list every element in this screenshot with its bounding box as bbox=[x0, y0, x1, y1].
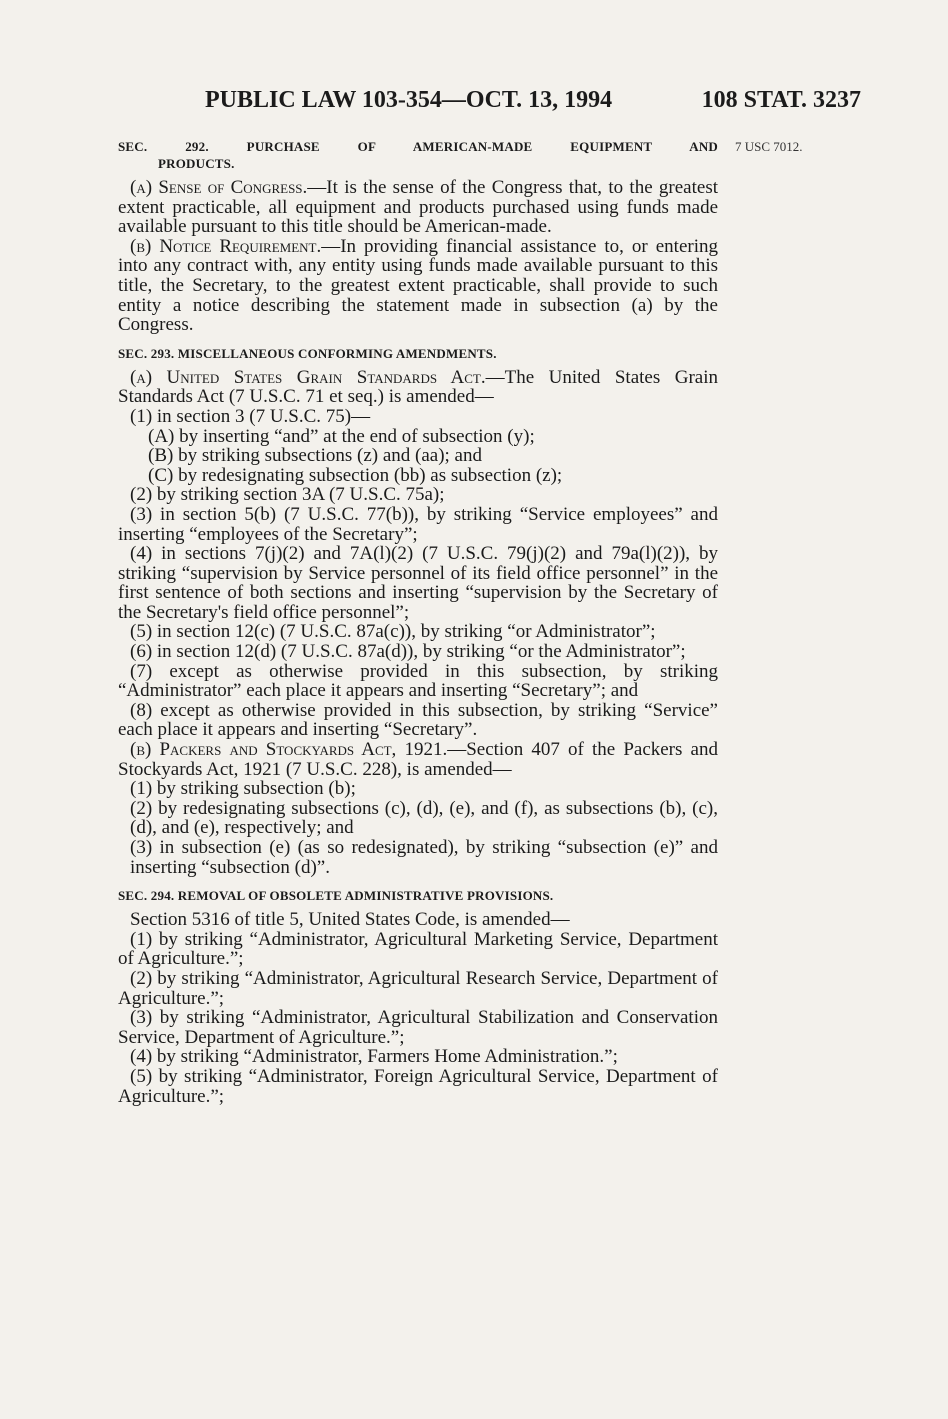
section-292-subsection-b bbox=[118, 237, 718, 335]
paragraph-item: (1) by striking “Administrator, Agricultural Marketing Service, Department of Agriculture.”; bbox=[118, 928, 718, 970]
subsection-text: —Section 407 of the Packers and Stockyards Act, 1921 (7 U.S.C. 228), is amended— bbox=[118, 739, 718, 780]
paragraph-item: (4) by striking “Administrator, Farmers Home Administration.”; bbox=[130, 1046, 618, 1068]
subparagraph-item: (C) by redesignating subsection (bb) as subsection (z); bbox=[148, 464, 563, 486]
subsection-caption: (a) Sense of Congress. bbox=[130, 177, 308, 198]
paragraph-item: (4) in sections 7(j)(2) and 7A(l)(2) (7 U.S.C. 79(j)(2) and 79a(l)(2)), by striking “supervision by Service personnel of its field office personnel” in the first sentence of both sections and inserting “supervision by the Secretary of the Secretary's field office personnel”; bbox=[118, 543, 718, 623]
section-292-heading-cont: PRODUCTS. bbox=[158, 156, 235, 171]
body-text bbox=[118, 138, 718, 1106]
section-294-heading: SEC. 294. REMOVAL OF OBSOLETE ADMINISTRATIVE PROVISIONS. bbox=[118, 888, 554, 904]
margin-note-usc: 7 USC 7012. bbox=[735, 139, 803, 154]
section-293-subsection-a bbox=[118, 368, 718, 407]
section-292-subsection-a bbox=[118, 178, 718, 237]
public-law-citation: PUBLIC LAW 103-354—OCT. 13, 1994 bbox=[205, 87, 613, 113]
paragraph-item: (3) in subsection (e) (as so redesignated), by striking “subsection (e)” and inserting “subsection (d)”. bbox=[130, 837, 718, 878]
section-294-intro: Section 5316 of title 5, United States Code, is amended— bbox=[130, 909, 570, 931]
section-294 bbox=[118, 887, 718, 1106]
section-292 bbox=[118, 138, 718, 335]
section-293-subsection-b bbox=[118, 740, 718, 779]
subparagraph-item: (A) by inserting “and” at the end of subsection (y); bbox=[148, 425, 535, 447]
paragraph-item: (6) in section 12(d) (7 U.S.C. 87a(d)), by striking “or the Administrator”; bbox=[130, 641, 686, 663]
subsection-text: —It is the sense of the Congress that, to the greatest extent practicable, all equipment and products purchased using funds made available pursuant to this title should be American-made. bbox=[118, 177, 719, 238]
subsection-caption: (b) Packers and Stockyards Act, 1921. bbox=[130, 739, 448, 761]
paragraph-item: (3) in section 5(b) (7 U.S.C. 77(b)), by striking “Service employees” and inserting “employees of the Secretary”; bbox=[118, 503, 718, 545]
paragraph-item: (2) by redesignating subsections (c), (d), (e), and (f), as subsections (b), (c), (d), and (e), respectively; and bbox=[130, 797, 718, 839]
paragraph-item: (5) in section 12(c) (7 U.S.C. 87a(c)), by striking “or Administrator”; bbox=[130, 621, 656, 643]
section-292-heading: SEC. 292. PURCHASE OF AMERICAN-MADE EQUIPMENT AND bbox=[118, 139, 718, 154]
paragraph-item: (7) except as otherwise provided in this subsection, by striking “Administrator” each place it appears and inserting “Secretary”; and bbox=[118, 660, 718, 702]
subsection-caption: (b) Notice Requirement. bbox=[130, 235, 322, 257]
paragraph-item: (2) by striking “Administrator, Agricultural Research Service, Department of Agriculture.”; bbox=[118, 967, 718, 1009]
statute-page-number: 108 STAT. 3237 bbox=[701, 87, 861, 113]
paragraph-item: (2) by striking section 3A (7 U.S.C. 75a); bbox=[130, 484, 445, 506]
subsection-text: —In providing financial assistance to, or entering into any contract with, any entity using funds made available pursuant to this title, the Secretary, to the greatest extent practicable, shall provide to such entity a notice describing the statement made in subsection (a) by the Congress. bbox=[118, 235, 718, 336]
subparagraph-item: (B) by striking subsections (z) and (aa); and bbox=[148, 445, 482, 467]
paragraph-item: (5) by striking “Administrator, Foreign Agricultural Service, Department of Agriculture.”; bbox=[118, 1065, 718, 1107]
subsection-caption: (a) United States Grain Standards Act. bbox=[130, 366, 486, 388]
subsection-text: —The United States Grain Standards Act (7 U.S.C. 71 et seq.) is amended— bbox=[118, 366, 718, 408]
paragraph-item: (8) except as otherwise provided in this subsection, by striking “Service” each place it appears and inserting “Secretary”. bbox=[118, 699, 718, 741]
paragraph-item: (3) by striking “Administrator, Agricultural Stabilization and Conservation Service, Department of Agriculture.”; bbox=[118, 1007, 718, 1048]
paragraph-item: (1) by striking subsection (b); bbox=[130, 778, 356, 800]
section-293 bbox=[118, 345, 718, 877]
section-293-heading: SEC. 293. MISCELLANEOUS CONFORMING AMENDMENTS. bbox=[118, 345, 497, 361]
paragraph-item: (1) in section 3 (7 U.S.C. 75)— bbox=[130, 405, 371, 427]
